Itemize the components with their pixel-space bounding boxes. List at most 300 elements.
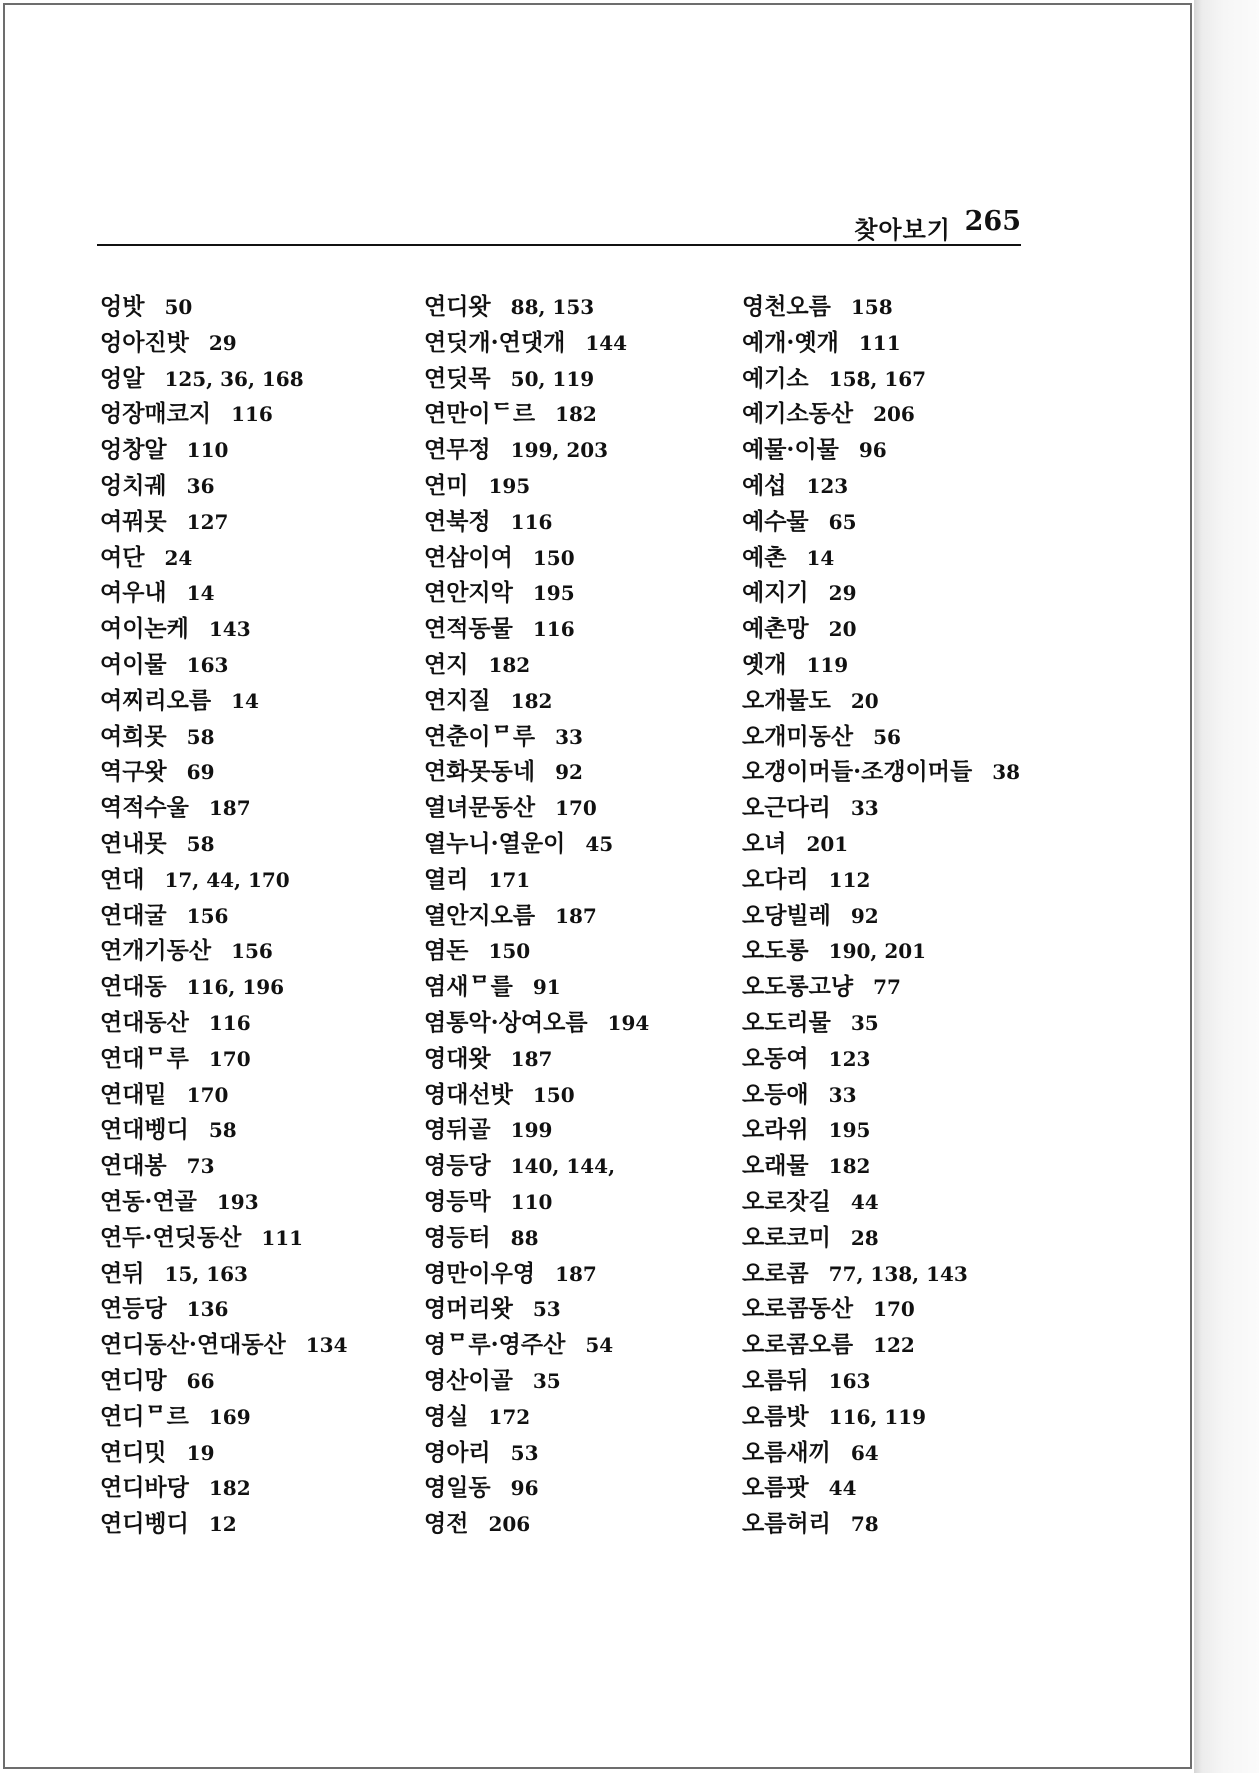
index-term: 여꿔못: [100, 507, 167, 535]
index-page-refs: 20: [850, 688, 879, 713]
index-term: 오개물도: [742, 686, 831, 714]
index-term: 오근다리: [742, 794, 831, 822]
index-entry: [100, 504, 400, 540]
index-entry: [742, 647, 1042, 683]
index-page-refs: 33: [555, 724, 583, 749]
index-term: 연춘이ᄆ루: [424, 722, 536, 750]
index-page-refs: 17, 44, 170: [164, 867, 290, 892]
index-entry: [424, 1112, 724, 1148]
index-term: 연디밋: [100, 1438, 167, 1466]
index-page-refs: 112: [828, 867, 871, 892]
index-entry: [742, 1435, 1042, 1471]
index-term: 연디바당: [100, 1474, 189, 1502]
index-entry: [742, 361, 1042, 397]
index-column-2: [424, 289, 724, 1542]
index-term: 연적동물: [424, 615, 513, 643]
index-entry: [424, 611, 724, 647]
index-term: 오로콤동산: [742, 1295, 854, 1323]
index-term: 연디ᄆ르: [100, 1402, 189, 1430]
index-term: 연뒤: [100, 1259, 145, 1287]
index-term: 연딧개·연댓개: [424, 328, 566, 356]
index-entry: [100, 575, 400, 611]
index-page-refs: 58: [208, 1118, 237, 1143]
index-entry: [424, 1363, 724, 1399]
index-page-refs: 195: [532, 581, 575, 606]
index-term: 역적수울: [100, 794, 189, 822]
index-term: 예촌: [742, 543, 787, 571]
index-entry: [100, 826, 400, 862]
index-page-refs: 170: [186, 1082, 229, 1107]
index-term: 여희못: [100, 722, 167, 750]
index-page-refs: 73: [186, 1154, 215, 1179]
index-term: 예촌망: [742, 615, 809, 643]
index-entry: [100, 754, 400, 790]
index-term: 오로코미: [742, 1223, 831, 1251]
index-term: 연디벵디: [100, 1510, 189, 1538]
index-entry: [742, 540, 1042, 576]
index-term: 엉알: [100, 364, 145, 392]
index-page-refs: 78: [850, 1512, 879, 1537]
index-page-refs: 163: [186, 652, 229, 677]
index-page-refs: 44: [850, 1189, 879, 1214]
index-entry: [424, 933, 724, 969]
index-page-refs: 91: [532, 975, 561, 1000]
index-page-refs: 187: [555, 903, 597, 928]
index-entry: [100, 325, 400, 361]
index-entry: [100, 1506, 400, 1542]
index-entry: [100, 647, 400, 683]
index-page-refs: 150: [532, 1082, 575, 1107]
index-page-refs: 201: [806, 831, 849, 856]
index-page-refs: 35: [850, 1010, 879, 1035]
index-entry: [424, 647, 724, 683]
index-page-refs: 50: [164, 295, 193, 319]
index-term: 연지: [424, 650, 469, 678]
index-term: 오로콤: [742, 1259, 809, 1287]
index-term: 예지기: [742, 579, 809, 607]
index-term: 오도롱고냥: [742, 973, 854, 1001]
index-entry: [742, 1327, 1042, 1363]
index-term: 오라위: [742, 1116, 809, 1144]
index-page-refs: 116, 196: [186, 975, 285, 1000]
index-entry: [424, 898, 724, 934]
index-page-refs: 158, 167: [828, 366, 927, 391]
index-term: 오름뒤: [742, 1366, 809, 1394]
index-page-refs: 29: [208, 330, 237, 355]
index-page-refs: 156: [231, 939, 273, 964]
index-entry: [100, 1470, 400, 1506]
index-entry: [742, 898, 1042, 934]
index-term: 오로잣길: [742, 1187, 831, 1215]
index-page-refs: 182: [828, 1154, 871, 1179]
index-term: 영대선밧: [424, 1080, 513, 1108]
index-page-refs: 195: [828, 1118, 871, 1143]
index-page-refs: 35: [532, 1368, 561, 1393]
index-term: 오도롱: [742, 937, 809, 965]
index-entry: [100, 1363, 400, 1399]
index-term: 영전: [424, 1510, 469, 1538]
index-term: 연화못동네: [424, 758, 536, 786]
index-entry: [100, 1256, 400, 1292]
index-term: 열녀문동산: [424, 794, 536, 822]
index-term: 예섭: [742, 471, 787, 499]
index-term: 연미: [424, 471, 469, 499]
index-term: 연만이ᄃ르: [424, 400, 536, 428]
index-entry: [742, 683, 1042, 719]
index-term: 영만이우영: [424, 1259, 536, 1287]
index-entry: [742, 1291, 1042, 1327]
index-term: 옛개: [742, 650, 787, 678]
index-term: 오름밧: [742, 1402, 809, 1430]
index-term: 여찌리오름: [100, 686, 212, 714]
index-page-refs: 199: [510, 1118, 553, 1143]
index-page-refs: 116: [510, 509, 553, 534]
index-page-refs: 96: [858, 438, 887, 463]
index-entry: [424, 719, 724, 755]
index-entry: [424, 1184, 724, 1220]
index-entry: [424, 432, 724, 468]
index-entry: [100, 1112, 400, 1148]
page-gutter-shadow: [1194, 0, 1259, 1773]
index-page-refs: 171: [488, 867, 531, 892]
page-number: 265: [964, 206, 1021, 237]
index-entry: [424, 1256, 724, 1292]
index-term: 예물·이물: [742, 436, 839, 464]
index-page-refs: 119: [806, 652, 849, 677]
index-term: 엉밧: [100, 293, 145, 320]
index-term: 영등막: [424, 1187, 491, 1215]
index-term: 오동여: [742, 1044, 809, 1072]
index-term: 예기소동산: [742, 400, 854, 428]
index-page-refs: 116: [532, 617, 575, 642]
index-page-refs: 88: [510, 1225, 539, 1250]
index-page-refs: 194: [607, 1010, 650, 1035]
index-entry: [424, 504, 724, 540]
index-page-refs: 66: [186, 1368, 215, 1393]
index-term: 영아리: [424, 1438, 491, 1466]
index-entry: [100, 468, 400, 504]
index-entry: [100, 289, 400, 325]
index-entry: [100, 1077, 400, 1113]
index-term: 연대봉: [100, 1152, 167, 1180]
index-page-refs: 206: [488, 1512, 531, 1537]
index-entry: [742, 826, 1042, 862]
index-term: 여단: [100, 543, 145, 571]
index-term: 염새ᄆ를: [424, 973, 513, 1001]
index-page-refs: 116, 119: [828, 1404, 927, 1429]
index-entry: [742, 1041, 1042, 1077]
index-page-refs: 169: [208, 1404, 251, 1429]
index-term: 오로콤오름: [742, 1331, 854, 1359]
index-term: 연대ᄆ루: [100, 1044, 189, 1072]
index-page-refs: 64: [850, 1440, 879, 1465]
index-page-refs: 14: [231, 688, 259, 713]
index-term: 역구왓: [100, 758, 167, 786]
index-term: 여이논케: [100, 615, 189, 643]
index-entry: [742, 611, 1042, 647]
index-entry: [424, 790, 724, 826]
index-entry: [742, 1363, 1042, 1399]
index-entry: [424, 468, 724, 504]
index-page-refs: 163: [828, 1368, 871, 1393]
index-page-refs: 150: [532, 545, 575, 570]
index-term: 오갱이머들·조갱이머들: [742, 758, 973, 786]
index-page-refs: 77: [873, 975, 901, 1000]
index-page-refs: 182: [488, 652, 531, 677]
index-page-refs: 150: [488, 939, 531, 964]
index-entry: [742, 1256, 1042, 1292]
index-page-refs: 127: [186, 509, 229, 534]
index-term: 열리: [424, 865, 469, 893]
running-header: [97, 208, 1021, 246]
index-page-refs: 15, 163: [164, 1261, 248, 1286]
index-page-refs: 125, 36, 168: [164, 366, 304, 391]
index-entry: [100, 862, 400, 898]
index-entry: [424, 826, 724, 862]
index-page-refs: 182: [555, 402, 597, 427]
index-term: 염돈: [424, 937, 469, 965]
index-entry: [742, 504, 1042, 540]
index-entry: [424, 1435, 724, 1471]
index-entry: [424, 1005, 724, 1041]
index-page-refs: 53: [510, 1440, 539, 1465]
index-entry: [742, 862, 1042, 898]
index-page-refs: 123: [806, 473, 849, 498]
index-entry: [742, 933, 1042, 969]
index-entry: [424, 683, 724, 719]
index-entry: [742, 325, 1042, 361]
index-page-refs: 136: [186, 1297, 229, 1322]
index-page-refs: 69: [186, 760, 215, 785]
index-term: 연지질: [424, 686, 491, 714]
index-page-refs: 170: [873, 1297, 915, 1322]
index-entry: [424, 1220, 724, 1256]
index-term: 연대: [100, 865, 145, 893]
index-entry: [742, 969, 1042, 1005]
index-page-refs: 45: [585, 831, 614, 856]
header-title: 찾아보기: [854, 215, 951, 244]
index-term: 열안지오름: [424, 901, 536, 929]
index-entry: [742, 289, 1042, 325]
index-page-refs: 92: [850, 903, 879, 928]
index-entry: [100, 1220, 400, 1256]
index-term: 오래물: [742, 1152, 809, 1180]
index-entry: [742, 1184, 1042, 1220]
index-entry: [100, 1148, 400, 1184]
index-entry: [424, 1291, 724, 1327]
index-term: 연동·연골: [100, 1187, 197, 1215]
index-term: 연안지악: [424, 579, 513, 607]
index-entry: [100, 719, 400, 755]
index-page-refs: 54: [585, 1333, 614, 1358]
index-entry: [742, 790, 1042, 826]
index-entry: [100, 1327, 400, 1363]
index-term: 오름허리: [742, 1510, 831, 1538]
index-page-refs: 33: [828, 1082, 857, 1107]
index-entry: [424, 1399, 724, 1435]
index-term: 연대밑: [100, 1080, 167, 1108]
index-page-refs: 36: [186, 473, 215, 498]
index-page-refs: 182: [510, 688, 553, 713]
index-term: 연디망: [100, 1366, 167, 1394]
index-entry: [424, 575, 724, 611]
index-term: 오름팟: [742, 1474, 809, 1502]
index-page-refs: 199, 203: [510, 438, 609, 463]
index-entry: [100, 1435, 400, 1471]
index-term: 오녀: [742, 829, 787, 857]
index-page-refs: 172: [488, 1404, 531, 1429]
index-term: 엉장매코지: [100, 400, 212, 428]
index-term: 오등애: [742, 1080, 809, 1108]
index-term: 엉창알: [100, 436, 167, 464]
index-term: 엉치궤: [100, 471, 167, 499]
index-entry: [742, 1148, 1042, 1184]
index-entry: [742, 432, 1042, 468]
index-page-refs: 156: [186, 903, 229, 928]
index-term: 연북정: [424, 507, 491, 535]
index-page-refs: 44: [828, 1476, 857, 1501]
index-page-refs: 158: [850, 295, 893, 319]
index-entry: [424, 754, 724, 790]
index-entry: [100, 396, 400, 432]
index-term: 연딧목: [424, 364, 491, 392]
index-entry: [742, 1399, 1042, 1435]
index-page-refs: 20: [828, 617, 857, 642]
index-entry: [742, 719, 1042, 755]
index-entry: [100, 432, 400, 468]
index-term: 연대벵디: [100, 1116, 189, 1144]
index-entry: [424, 1327, 724, 1363]
index-page-refs: 187: [510, 1046, 553, 1071]
index-term: 연디동산·연대동산: [100, 1331, 286, 1359]
index-entry: [742, 396, 1042, 432]
index-term: 영머리왓: [424, 1295, 513, 1323]
index-page-refs: 19: [186, 1440, 215, 1465]
index-entry: [424, 1077, 724, 1113]
index-term: 연무정: [424, 436, 491, 464]
index-entry: [424, 1041, 724, 1077]
index-column-1: [100, 289, 400, 1542]
index-term: 연대동산: [100, 1008, 189, 1036]
index-page-refs: 110: [186, 438, 229, 463]
index-page-refs: 110: [510, 1189, 553, 1214]
index-term: 예기소: [742, 364, 809, 392]
index-entry: [424, 396, 724, 432]
index-entry: [424, 969, 724, 1005]
index-entry: [424, 1470, 724, 1506]
index-entry: [742, 575, 1042, 611]
index-page-refs: 92: [555, 760, 583, 785]
index-page-refs: 50, 119: [510, 366, 595, 391]
index-term: 연삼이여: [424, 543, 513, 571]
index-page-refs: 134: [305, 1333, 348, 1358]
index-entry: [742, 1005, 1042, 1041]
index-page-refs: 65: [828, 509, 857, 534]
index-term: 오름새끼: [742, 1438, 831, 1466]
index-entry: [424, 540, 724, 576]
index-page-refs: 123: [828, 1046, 871, 1071]
index-page-refs: 143: [208, 617, 251, 642]
index-entry: [424, 862, 724, 898]
index-page-refs: 190, 201: [828, 939, 927, 964]
index-term: 여이물: [100, 650, 167, 678]
index-term: 영등당: [424, 1152, 491, 1180]
index-entry: [424, 325, 724, 361]
index-entry: [100, 933, 400, 969]
index-term: 오도리물: [742, 1008, 831, 1036]
index-entry: [100, 969, 400, 1005]
index-entry: [742, 1112, 1042, 1148]
index-entry: [742, 1470, 1042, 1506]
index-page-refs: 58: [186, 831, 215, 856]
index-term: 예개·옛개: [742, 328, 839, 356]
index-entry: [742, 754, 1042, 790]
index-page-refs: 116: [208, 1010, 251, 1035]
index-page-refs: 33: [850, 796, 879, 821]
index-term: 염통악·상여오름: [424, 1008, 588, 1036]
index-term: 오당빌레: [742, 901, 831, 929]
index-term: 예수물: [742, 507, 809, 535]
index-entry: [100, 1041, 400, 1077]
index-page-refs: 96: [510, 1476, 539, 1501]
index-entry: [100, 1184, 400, 1220]
index-entry: [424, 361, 724, 397]
index-entry: [100, 540, 400, 576]
index-term: 영일동: [424, 1474, 491, 1502]
index-page-refs: 122: [873, 1333, 915, 1358]
index-term: 연두·연딧동산: [100, 1223, 242, 1251]
index-page-refs: 187: [555, 1261, 597, 1286]
index-term: 연디왓: [424, 293, 491, 320]
index-entry: [742, 1220, 1042, 1256]
index-page-refs: 14: [186, 581, 215, 606]
index-entry: [424, 289, 724, 325]
index-page-refs: 58: [186, 724, 215, 749]
index-term: 영산이골: [424, 1366, 513, 1394]
index-term: 영등터: [424, 1223, 491, 1251]
index-term: 연내못: [100, 829, 167, 857]
index-column-3: [742, 289, 1042, 1542]
index-entry: [100, 1005, 400, 1041]
index-page-refs: 24: [164, 545, 193, 570]
index-page-refs: 77, 138, 143: [828, 1261, 968, 1286]
index-term: 여우내: [100, 579, 167, 607]
index-page-refs: 170: [555, 796, 597, 821]
index-entry: [100, 898, 400, 934]
index-page-refs: 195: [488, 473, 531, 498]
index-page-refs: 206: [873, 402, 915, 427]
index-page-refs: 170: [208, 1046, 251, 1071]
index-term: 연대동: [100, 973, 167, 1001]
index-term: 영대왓: [424, 1044, 491, 1072]
index-page-refs: 111: [858, 330, 901, 355]
index-term: 열누니·열운이: [424, 829, 566, 857]
index-entry: [742, 468, 1042, 504]
index-page-refs: 12: [208, 1512, 237, 1537]
index-page-refs: 144: [585, 330, 628, 355]
index-term: 영ᄆ루·영주산: [424, 1331, 566, 1359]
index-page-refs: 140, 144,: [510, 1154, 616, 1179]
index-entry: [742, 1506, 1042, 1542]
index-page-refs: 182: [208, 1476, 251, 1501]
index-entry: [742, 1077, 1042, 1113]
index-entry: [100, 1399, 400, 1435]
index-term: 연개기동산: [100, 937, 212, 965]
index-term: 연등당: [100, 1295, 167, 1323]
index-term: 영뒤골: [424, 1116, 491, 1144]
index-entry: [424, 1506, 724, 1542]
index-page-refs: 28: [850, 1225, 879, 1250]
